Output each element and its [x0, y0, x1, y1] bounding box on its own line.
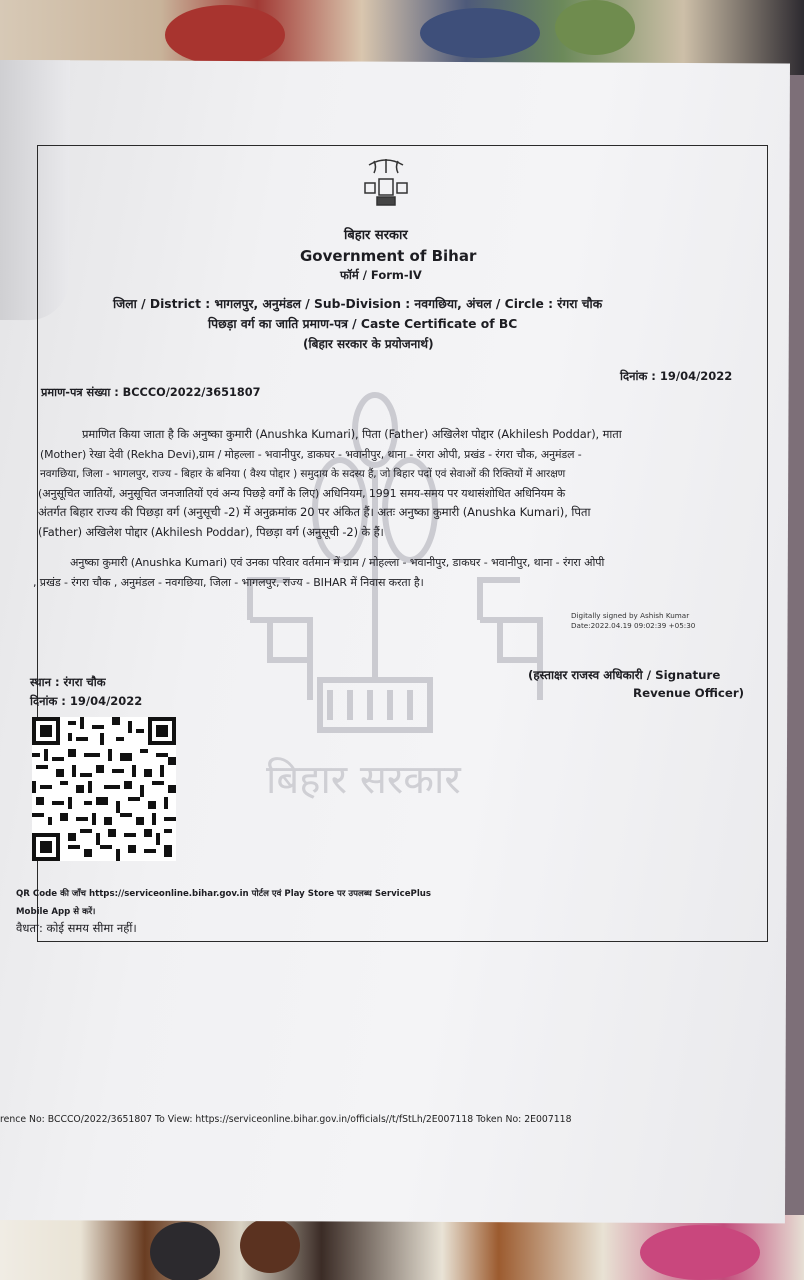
qr-note-line2: Mobile App से करें। — [16, 907, 96, 917]
district-label: जिला / District : — [113, 297, 215, 311]
date-top: दिनांक : 19/04/2022 — [620, 369, 733, 383]
header-govt-english: Government of Bihar — [300, 247, 477, 265]
location-line — [113, 295, 602, 312]
fabric-pattern — [555, 0, 635, 55]
body-line: प्रमाणित किया जाता है कि अनुष्का कुमारी (Anushka Kumari), पिता (Father) अखिलेश पोद्दार (Akhilesh Poddar), माता — [82, 427, 622, 441]
header-govt-hindi: बिहार सरकार — [344, 228, 408, 243]
digital-signature-line2: Date:2022.04.19 09:02:39 +05:30 — [571, 621, 696, 630]
fabric-pattern — [420, 8, 540, 58]
footer-reference: rence No: BCCCO/2022/3651807 To View: https://serviceonline.bihar.gov.in/officials//t/fStLh/2E007118 Token No: 2E007118 — [0, 1114, 572, 1125]
fabric-pattern — [240, 1218, 300, 1273]
date-bottom: दिनांक : 19/04/2022 — [30, 694, 143, 708]
body-line: अंतर्गत बिहार राज्य की पिछड़ा वर्ग (अनुसूची -2) में अनुक्रमांक 20 पर अंकित हैं। अतः अनुष्का कुमारी (Anushka Kumari), पिता — [38, 505, 591, 519]
body-line: , प्रखंड - रंगरा चौक , अनुमंडल - नवगछिया, जिला - भागलपुर, राज्य - BIHAR में निवास करता है। — [33, 576, 424, 589]
body-line: (Mother) रेखा देवी (Rekha Devi),ग्राम / मोहल्ला - भवानीपुर, डाकघर - भवानीपुर, थाना - रंगरा ओपी, प्रखंड - रंगरा चौक, अनुमंडल - — [40, 448, 582, 461]
header-form: फॉर्म / Form-IV — [340, 268, 422, 282]
certificate-purpose: (बिहार सरकार के प्रयोजनार्थ) — [303, 337, 434, 351]
qr-note-line1: QR Code की जाँच https://serviceonline.bihar.gov.in पोर्टल एवं Play Store पर उपलब्ध ServicePlus — [16, 889, 432, 899]
certificate-number: प्रमाण-पत्र संख्या : BCCCO/2022/3651807 — [41, 386, 261, 399]
body-line: अनुष्का कुमारी (Anushka Kumari) एवं उनका परिवार वर्तमान में ग्राम / मोहल्ला - भवानीपुर, डाकघर - भवानीपुर, थाना - रंगरा ओपी — [70, 556, 605, 569]
digital-signature-line1: Digitally signed by Ashish Kumar — [571, 611, 690, 620]
district-value: भागलपुर, अनुमंडल / Sub-Division : नवगछिया, अंचल / Circle : रंगरा चौक — [214, 297, 603, 311]
body-line: (अनुसूचित जातियों, अनुसूचित जनजातियों एवं अन्य पिछड़े वर्गों के लिए) अधिनियम, 1991 समय-समय पर यथासंशोधित अधिनियम के — [38, 487, 566, 500]
bihar-emblem-icon — [359, 157, 413, 207]
qr-code-icon — [32, 717, 176, 861]
certificate-title: पिछड़ा वर्ग का जाति प्रमाण-पत्र / Caste Certificate of BC — [208, 317, 518, 331]
validity: वैधता: कोई समय सीमा नहीं। — [16, 921, 137, 935]
signatory-line1: (हस्ताक्षर राजस्व अधिकारी / Signature — [528, 668, 721, 682]
fabric-pattern — [165, 5, 285, 65]
fabric-pattern — [640, 1225, 760, 1280]
body-line: (Father) अखिलेश पोद्दार (Akhilesh Poddar), पिछड़ा वर्ग (अनुसूची -2) के हैं। — [38, 525, 384, 539]
place: स्थान : रंगरा चौक — [30, 675, 106, 689]
signatory-line2: Revenue Officer) — [633, 686, 745, 700]
watermark-text: बिहार सरकार — [266, 757, 461, 803]
body-line: नवगछिया, जिला - भागलपुर, राज्य - बिहार के बनिया ( वैश्य पोद्दार ) समुदाय के सदस्य हैं, जो बिहार पदों एवं सेवाओं की रिक्तियों में आरक्षण — [40, 468, 566, 480]
fabric-pattern — [150, 1222, 220, 1280]
qr-code[interactable] — [32, 717, 176, 861]
